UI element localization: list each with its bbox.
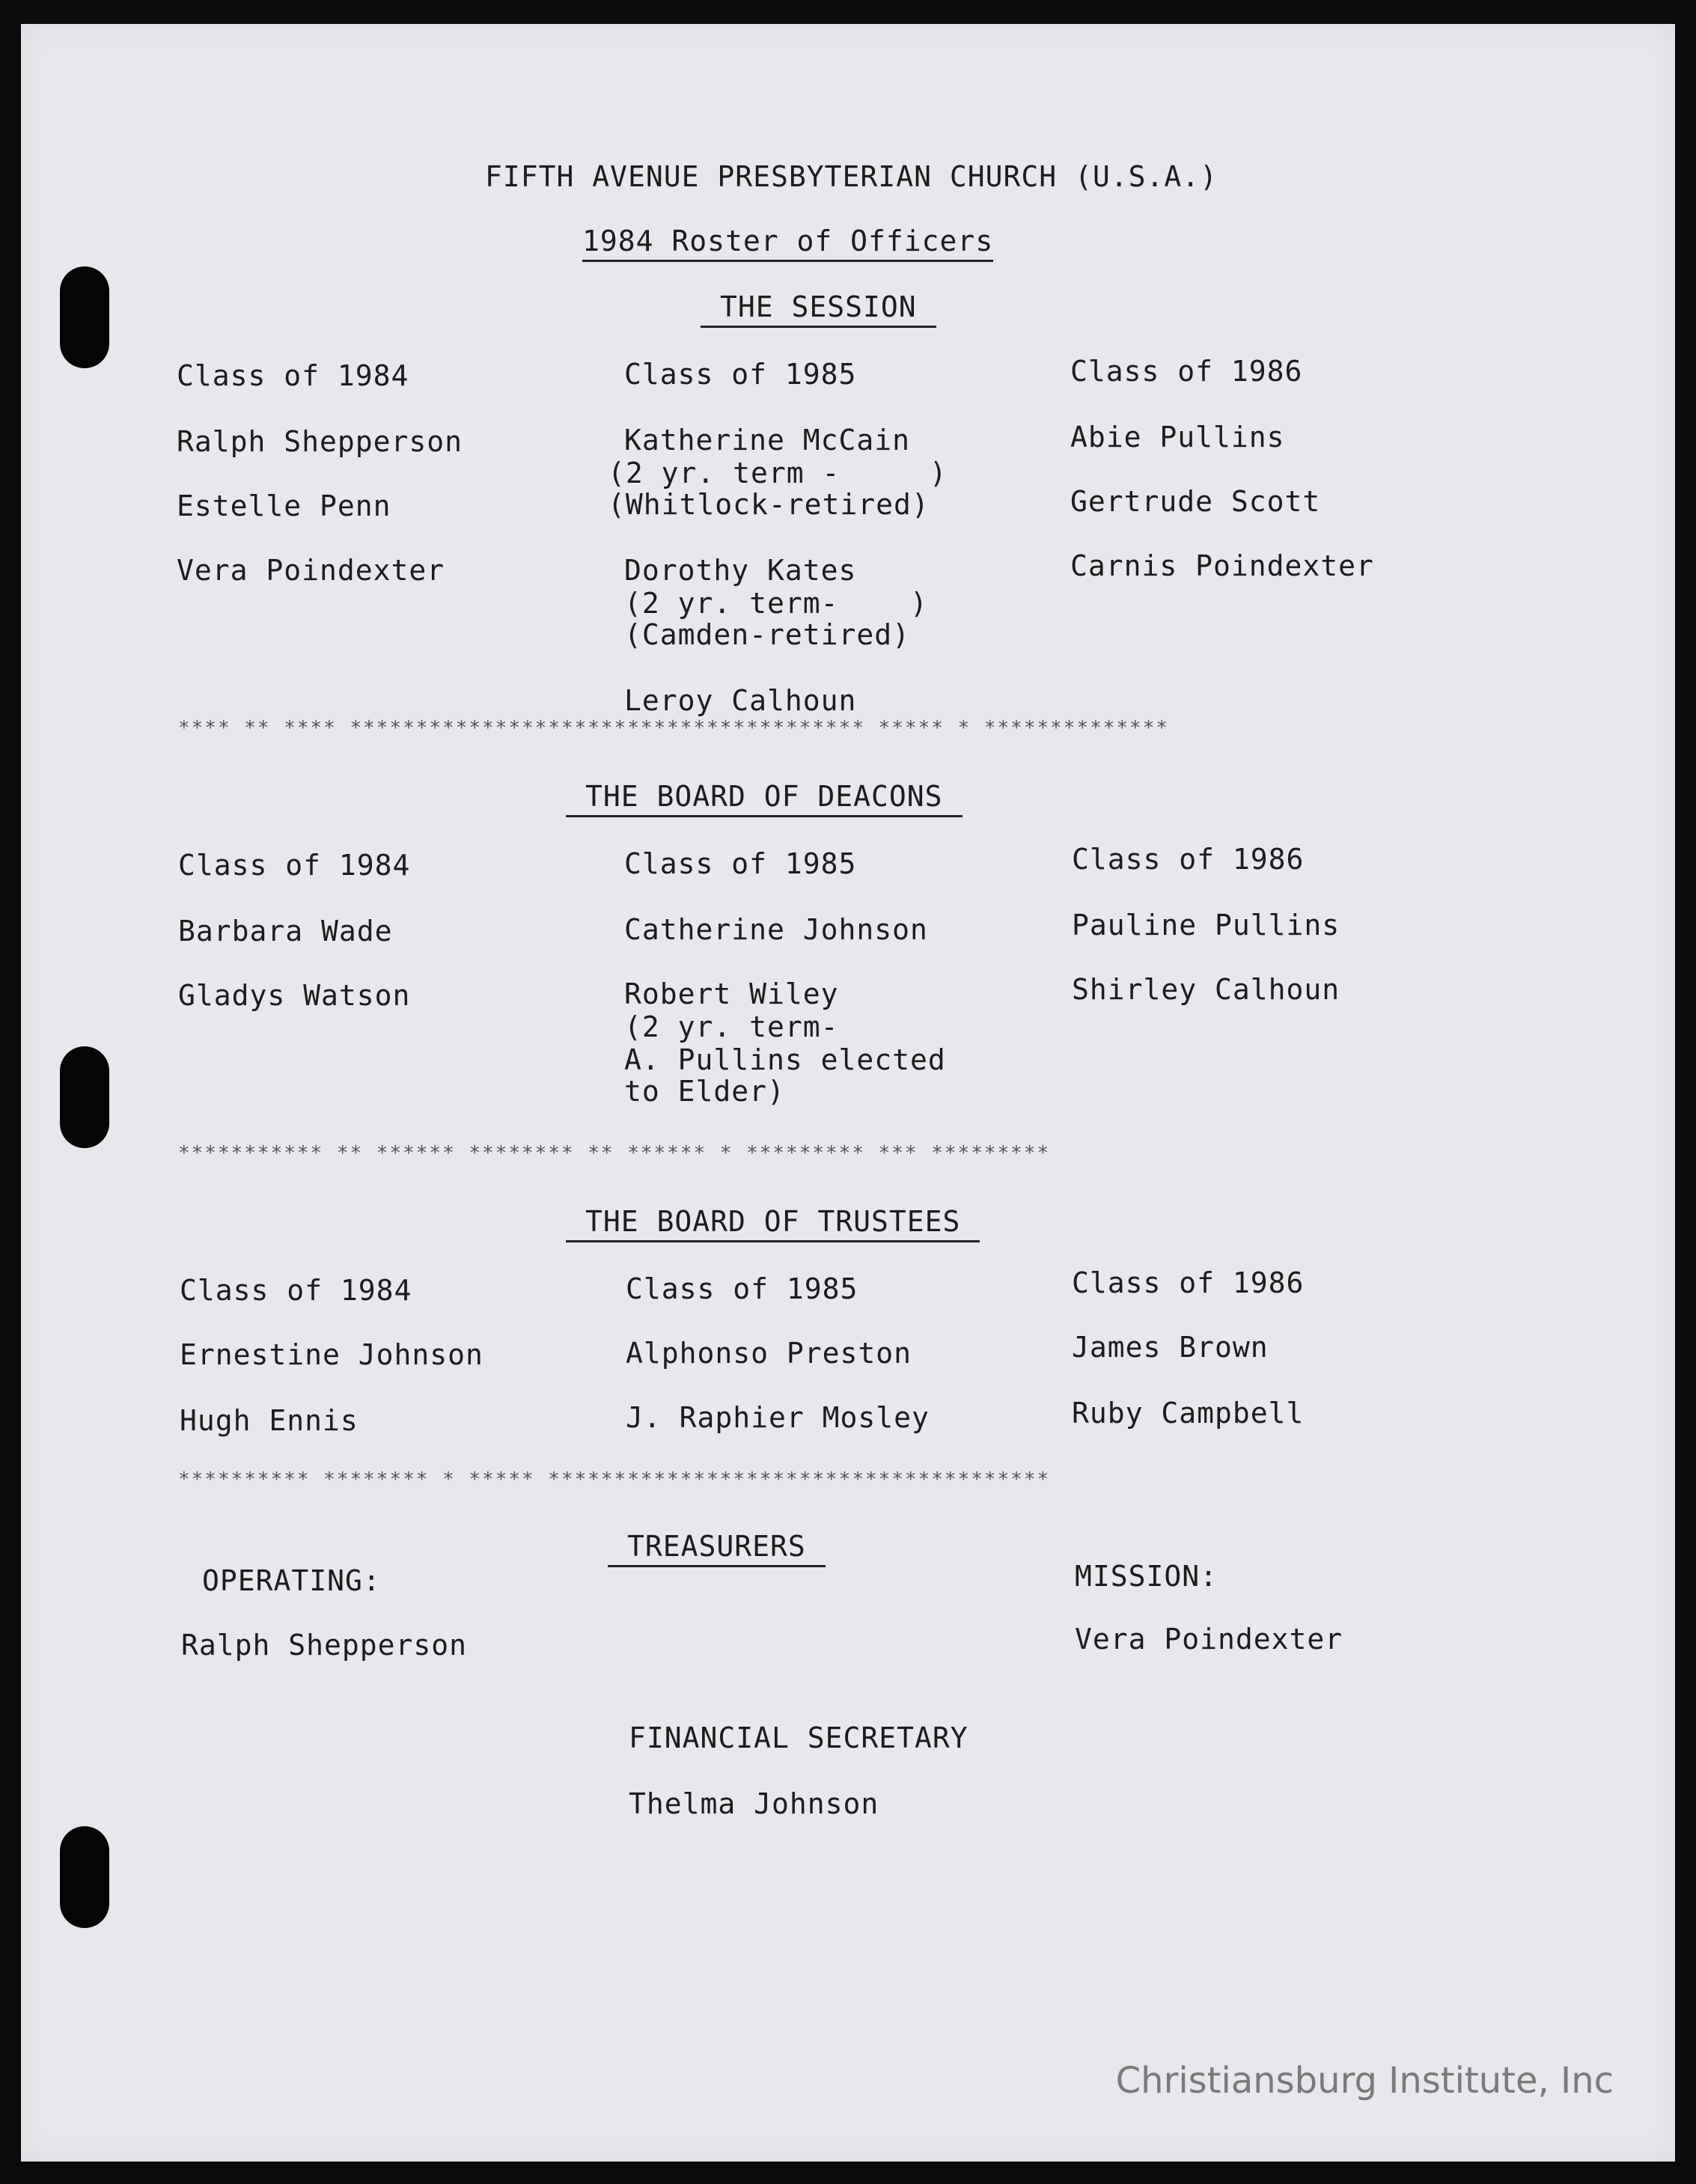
deacons-heading: THE BOARD OF DEACONS — [566, 780, 963, 817]
deacons-member: Robert Wiley — [624, 977, 839, 1010]
session-class-1984: Class of 1984 — [177, 359, 409, 392]
session-heading: THE SESSION — [701, 290, 936, 328]
trustees-member: Hugh Ennis — [180, 1404, 359, 1437]
deacons-member: Catherine Johnson — [624, 913, 928, 946]
session-member: Katherine McCain — [624, 424, 911, 457]
deacons-member: Shirley Calhoun — [1072, 973, 1340, 1006]
trustees-member: Alphonso Preston — [626, 1337, 912, 1370]
treasurers-heading: TREASURERS — [608, 1530, 826, 1567]
deacons-member: Barbara Wade — [178, 915, 393, 948]
deacons-class-1984: Class of 1984 — [178, 849, 411, 882]
session-member: Dorothy Kates — [624, 554, 857, 587]
session-member: Estelle Penn — [177, 489, 391, 522]
deacons-class-1986: Class of 1986 — [1072, 843, 1305, 876]
trustees-member: James Brown — [1072, 1331, 1269, 1364]
separator: ********** ******** * ***** ************************************** — [178, 1468, 1051, 1491]
trustees-class-1984: Class of 1984 — [180, 1274, 412, 1307]
trustees-heading: THE BOARD OF TRUSTEES — [566, 1205, 980, 1242]
term-note: (Whitlock-retired) — [608, 488, 930, 521]
watermark: Christiansburg Institute, Inc — [1115, 2060, 1614, 2102]
mission-label: MISSION: — [1075, 1560, 1218, 1593]
session-class-1986: Class of 1986 — [1070, 355, 1303, 388]
trustees-class-1985: Class of 1985 — [626, 1272, 858, 1305]
trustees-member: Ruby Campbell — [1072, 1397, 1305, 1430]
session-member: Ralph Shepperson — [177, 425, 463, 458]
roster-title: 1984 Roster of Officers — [582, 225, 993, 262]
term-note: (2 yr. term - ) — [608, 457, 948, 489]
term-note: to Elder) — [624, 1075, 785, 1108]
session-member: Carnis Poindexter — [1070, 549, 1374, 582]
punch-hole-bottom — [60, 1826, 109, 1928]
session-member: Abie Pullins — [1070, 421, 1285, 454]
financial-secretary-heading: FINANCIAL SECRETARY — [629, 1721, 969, 1754]
term-note: (2 yr. term- — [624, 1010, 839, 1043]
separator: **** ** **** *************************************** ***** * ************** — [178, 717, 1169, 739]
financial-secretary-name: Thelma Johnson — [629, 1787, 879, 1820]
session-member: Gertrude Scott — [1070, 485, 1321, 518]
trustees-member: Ernestine Johnson — [180, 1338, 484, 1371]
mission-treasurer: Vera Poindexter — [1075, 1623, 1343, 1656]
document-page — [21, 24, 1675, 2162]
punch-hole-middle — [60, 1046, 109, 1148]
deacons-member: Pauline Pullins — [1072, 909, 1340, 942]
term-note: A. Pullins elected — [624, 1043, 946, 1076]
session-member: Vera Poindexter — [177, 554, 445, 587]
operating-treasurer: Ralph Shepperson — [181, 1629, 468, 1662]
session-member: Leroy Calhoun — [624, 684, 857, 717]
trustees-class-1986: Class of 1986 — [1072, 1266, 1305, 1299]
deacons-class-1985: Class of 1985 — [624, 847, 857, 880]
term-note: (Camden-retired) — [624, 618, 911, 651]
deacons-member: Gladys Watson — [178, 979, 411, 1012]
punch-hole-top — [60, 266, 109, 368]
term-note: (2 yr. term- ) — [624, 587, 928, 620]
church-name: FIFTH AVENUE PRESBYTERIAN CHURCH (U.S.A.) — [485, 160, 1218, 193]
session-class-1985: Class of 1985 — [624, 358, 857, 391]
trustees-member: J. Raphier Mosley — [626, 1401, 930, 1434]
operating-label: OPERATING: — [202, 1564, 381, 1597]
separator: *********** ** ****** ******** ** ****** * ********* *** ********* — [178, 1142, 1051, 1165]
